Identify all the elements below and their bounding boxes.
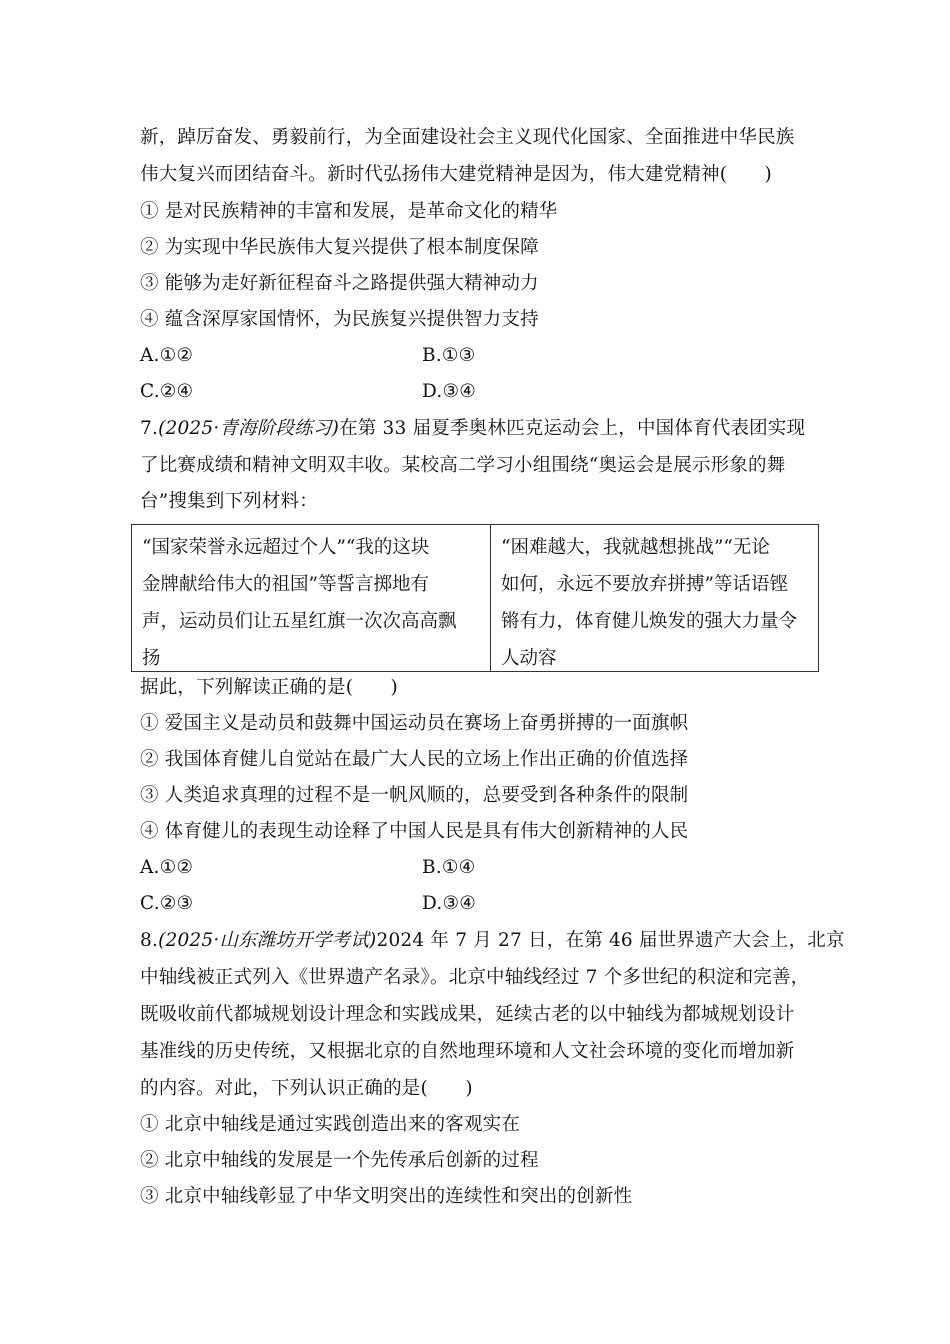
q6-item: ① 是对民族精神的丰富和发展，是革命文化的精华 [140,201,558,222]
table-cell-line: 金牌献给伟大的祖国”等誓言掷地有 [142,574,429,595]
q7-number: 7. [140,418,159,439]
q6-item: ② 为实现中华民族伟大复兴提供了根本制度保障 [140,237,539,258]
table-cell-line: 如何，永远不要放弃拼搏”等话语铿 [501,574,788,595]
q7-source: (2025·青海阶段练习) [158,418,340,439]
q6-stem-line: 伟大复兴而团结奋斗。新时代弘扬伟大建党精神是因为，伟大建党精神( ) [140,164,772,185]
table-cell-line: 锵有力，体育健儿焕发的强大力量令 [501,611,798,632]
q7-material-table [131,524,819,672]
q7-item: ① 爱国主义是动员和鼓舞中国运动员在赛场上奋勇拼搏的一面旗帜 [140,713,689,734]
q8-number: 8. [140,930,159,951]
q7-item: ③ 人类追求真理的过程不是一帆风顺的，总要受到各种条件的限制 [140,785,689,806]
q7-item: ② 我国体育健儿自觉站在最广大人民的立场上作出正确的价值选择 [140,749,689,770]
q8-stem-line: 既吸收前代都城规划设计理念和实践成果，延续古老的以中轴线为都城规划设计 [140,1004,795,1025]
q6-option-a: A.①② [140,345,194,366]
q7-stem-line: 台”搜集到下列材料： [140,491,318,512]
q6-stem-line: 新，踔厉奋发、勇毅前行，为全面建设社会主义现代化国家、全面推进中华民族 [140,127,795,148]
q7-stem-line [140,416,805,442]
table-cell-line: “国家荣誉永远超过个人”“我的这块 [142,537,430,558]
q8-stem-text: 2024 年 7 月 27 日，在第 46 届世界遗产大会上，北京 [376,930,845,951]
table-cell-line: 扬 [142,648,161,669]
q8-item: ① 北京中轴线是通过实践创造出来的客观实在 [140,1114,521,1135]
table-cell-line: 人动容 [501,648,557,669]
q6-item: ③ 能够为走好新征程奋斗之路提供强大精神动力 [140,273,539,294]
q7-stem-line: 了比赛成绩和精神文明双丰收。某校高二学习小组围绕“奥运会是展示形象的舞 [140,455,786,476]
q6-item: ④ 蕴含深厚家国情怀，为民族复兴提供智力支持 [140,309,539,330]
q8-source: (2025·山东潍坊开学考试) [158,930,377,951]
q7-stem-text: 在第 33 届夏季奥林匹克运动会上，中国体育代表团实现 [339,418,806,439]
q7-item: ④ 体育健儿的表现生动诠释了中国人民是具有伟大创新精神的人民 [140,821,689,842]
q7-option-a: A.①② [140,857,194,878]
q7-question: 据此，下列解读正确的是( ) [140,677,398,698]
q8-item: ③ 北京中轴线彰显了中华文明突出的连续性和突出的创新性 [140,1186,633,1207]
q8-item: ② 北京中轴线的发展是一个先传承后创新的过程 [140,1150,539,1171]
q6-option-d: D.③④ [422,381,477,402]
q8-stem-line: 的内容。对此，下列认识正确的是( ) [140,1078,473,1099]
q7-option-d: D.③④ [422,893,477,914]
table-cell-line: “困难越大，我就越想挑战”“无论 [501,537,770,558]
q8-stem-line: 基准线的历史传统，又根据北京的自然地理环境和人文社会环境的变化而增加新 [140,1041,795,1062]
q7-option-b: B.①④ [422,857,476,878]
q6-option-b: B.①③ [422,345,476,366]
q7-table-left-cell [132,525,491,671]
q8-stem-line: 中轴线被正式列入《世界遗产名录》。北京中轴线经过 7 个多世纪的积淀和完善， [140,967,810,988]
q8-stem-line [140,928,845,954]
table-cell-line: 声，运动员们让五星红旗一次次高高飘 [142,611,457,632]
q7-table-right-cell [491,525,818,671]
q6-option-c: C.②④ [140,381,194,402]
q7-option-c: C.②③ [140,893,194,914]
